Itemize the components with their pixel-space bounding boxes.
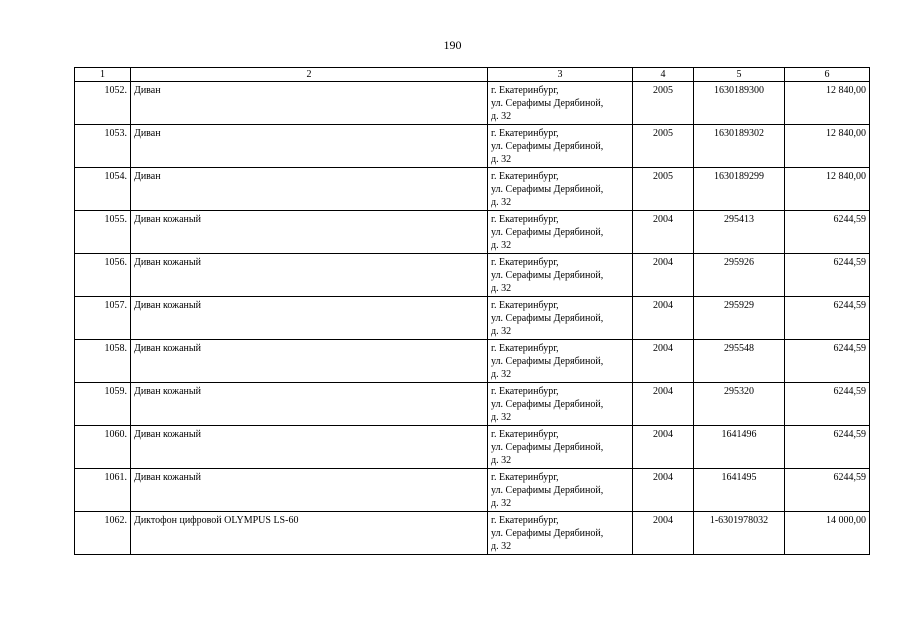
item-address [488, 297, 633, 340]
address-line: д. 32 [491, 326, 512, 337]
item-name: Диван кожаный [131, 383, 488, 426]
row-number: 1062. [75, 512, 131, 555]
address-line: г. Екатеринбург, [491, 214, 559, 225]
item-address [488, 383, 633, 426]
address-line: д. 32 [491, 240, 512, 251]
item-cost: 6244,59 [785, 469, 870, 512]
address-line: г. Екатеринбург, [491, 343, 559, 354]
page-number: 190 [443, 38, 462, 52]
address-line: д. 32 [491, 455, 512, 466]
item-name: Диван [131, 82, 488, 125]
table-body [75, 82, 870, 555]
row-number: 1057. [75, 297, 131, 340]
address-line: г. Екатеринбург, [491, 128, 559, 139]
item-cost: 6244,59 [785, 297, 870, 340]
item-name: Диван кожаный [131, 340, 488, 383]
inventory-number: 295929 [694, 297, 785, 340]
item-year: 2004 [633, 512, 694, 555]
address-line: д. 32 [491, 369, 512, 380]
column-header-5: 5 [694, 68, 785, 82]
item-year: 2004 [633, 469, 694, 512]
item-name: Диктофон цифровой OLYMPUS LS-60 [131, 512, 488, 555]
table-row [75, 297, 870, 340]
item-address [488, 426, 633, 469]
inventory-number: 295320 [694, 383, 785, 426]
row-number: 1052. [75, 82, 131, 125]
table-row [75, 426, 870, 469]
item-cost: 6244,59 [785, 211, 870, 254]
row-number: 1055. [75, 211, 131, 254]
item-year: 2004 [633, 383, 694, 426]
address-line: г. Екатеринбург, [491, 386, 559, 397]
table-row [75, 340, 870, 383]
column-header-3: 3 [488, 68, 633, 82]
property-table [74, 67, 870, 555]
address-line: д. 32 [491, 412, 512, 423]
address-line: ул. Серафимы Дерябиной, [491, 227, 604, 238]
row-number: 1061. [75, 469, 131, 512]
item-address [488, 512, 633, 555]
column-header-1: 1 [75, 68, 131, 82]
item-address [488, 469, 633, 512]
address-line: ул. Серафимы Дерябиной, [491, 399, 604, 410]
address-line: д. 32 [491, 498, 512, 509]
address-line: г. Екатеринбург, [491, 429, 559, 440]
item-name: Диван кожаный [131, 426, 488, 469]
item-address [488, 125, 633, 168]
address-line: ул. Серафимы Дерябиной, [491, 356, 604, 367]
item-year: 2004 [633, 211, 694, 254]
inventory-number: 1630189299 [694, 168, 785, 211]
column-header-6: 6 [785, 68, 870, 82]
item-address [488, 168, 633, 211]
item-cost: 6244,59 [785, 340, 870, 383]
item-cost: 6244,59 [785, 426, 870, 469]
address-line: г. Екатеринбург, [491, 515, 559, 526]
item-year: 2004 [633, 340, 694, 383]
item-cost: 6244,59 [785, 383, 870, 426]
address-line: ул. Серафимы Дерябиной, [491, 442, 604, 453]
column-number-row [75, 68, 870, 82]
column-header-4: 4 [633, 68, 694, 82]
table-row [75, 82, 870, 125]
address-line: д. 32 [491, 197, 512, 208]
item-address [488, 82, 633, 125]
row-number: 1053. [75, 125, 131, 168]
column-header-2: 2 [131, 68, 488, 82]
table-row [75, 254, 870, 297]
inventory-number: 295413 [694, 211, 785, 254]
row-number: 1054. [75, 168, 131, 211]
item-name: Диван кожаный [131, 297, 488, 340]
address-line: ул. Серафимы Дерябиной, [491, 528, 604, 539]
address-line: ул. Серафимы Дерябиной, [491, 141, 604, 152]
address-line: г. Екатеринбург, [491, 85, 559, 96]
item-name: Диван кожаный [131, 469, 488, 512]
address-line: г. Екатеринбург, [491, 257, 559, 268]
table-row [75, 383, 870, 426]
inventory-number: 1630189300 [694, 82, 785, 125]
item-year: 2005 [633, 168, 694, 211]
address-line: ул. Серафимы Дерябиной, [491, 98, 604, 109]
address-line: д. 32 [491, 541, 512, 552]
item-name: Диван [131, 125, 488, 168]
item-name: Диван [131, 168, 488, 211]
address-line: д. 32 [491, 111, 512, 122]
address-line: г. Екатеринбург, [491, 472, 559, 483]
address-line: ул. Серафимы Дерябиной, [491, 184, 604, 195]
item-name: Диван кожаный [131, 254, 488, 297]
row-number: 1058. [75, 340, 131, 383]
item-year: 2004 [633, 254, 694, 297]
address-line: ул. Серафимы Дерябиной, [491, 270, 604, 281]
row-number: 1056. [75, 254, 131, 297]
item-cost: 12 840,00 [785, 125, 870, 168]
row-number: 1060. [75, 426, 131, 469]
table-row [75, 125, 870, 168]
item-cost: 6244,59 [785, 254, 870, 297]
table-row [75, 512, 870, 555]
table-row [75, 211, 870, 254]
item-year: 2004 [633, 297, 694, 340]
item-cost: 12 840,00 [785, 168, 870, 211]
address-line: ул. Серафимы Дерябиной, [491, 313, 604, 324]
table-row [75, 168, 870, 211]
inventory-number: 1641495 [694, 469, 785, 512]
address-line: ул. Серафимы Дерябиной, [491, 485, 604, 496]
item-address [488, 211, 633, 254]
item-year: 2005 [633, 82, 694, 125]
item-address [488, 254, 633, 297]
address-line: д. 32 [491, 283, 512, 294]
inventory-number: 295548 [694, 340, 785, 383]
item-name: Диван кожаный [131, 211, 488, 254]
address-line: д. 32 [491, 154, 512, 165]
item-cost: 12 840,00 [785, 82, 870, 125]
row-number: 1059. [75, 383, 131, 426]
address-line: г. Екатеринбург, [491, 300, 559, 311]
inventory-number: 1641496 [694, 426, 785, 469]
inventory-number: 295926 [694, 254, 785, 297]
inventory-number: 1-6301978032 [694, 512, 785, 555]
item-year: 2004 [633, 426, 694, 469]
item-year: 2005 [633, 125, 694, 168]
address-line: г. Екатеринбург, [491, 171, 559, 182]
item-address [488, 340, 633, 383]
inventory-number: 1630189302 [694, 125, 785, 168]
table-row [75, 469, 870, 512]
item-cost: 14 000,00 [785, 512, 870, 555]
